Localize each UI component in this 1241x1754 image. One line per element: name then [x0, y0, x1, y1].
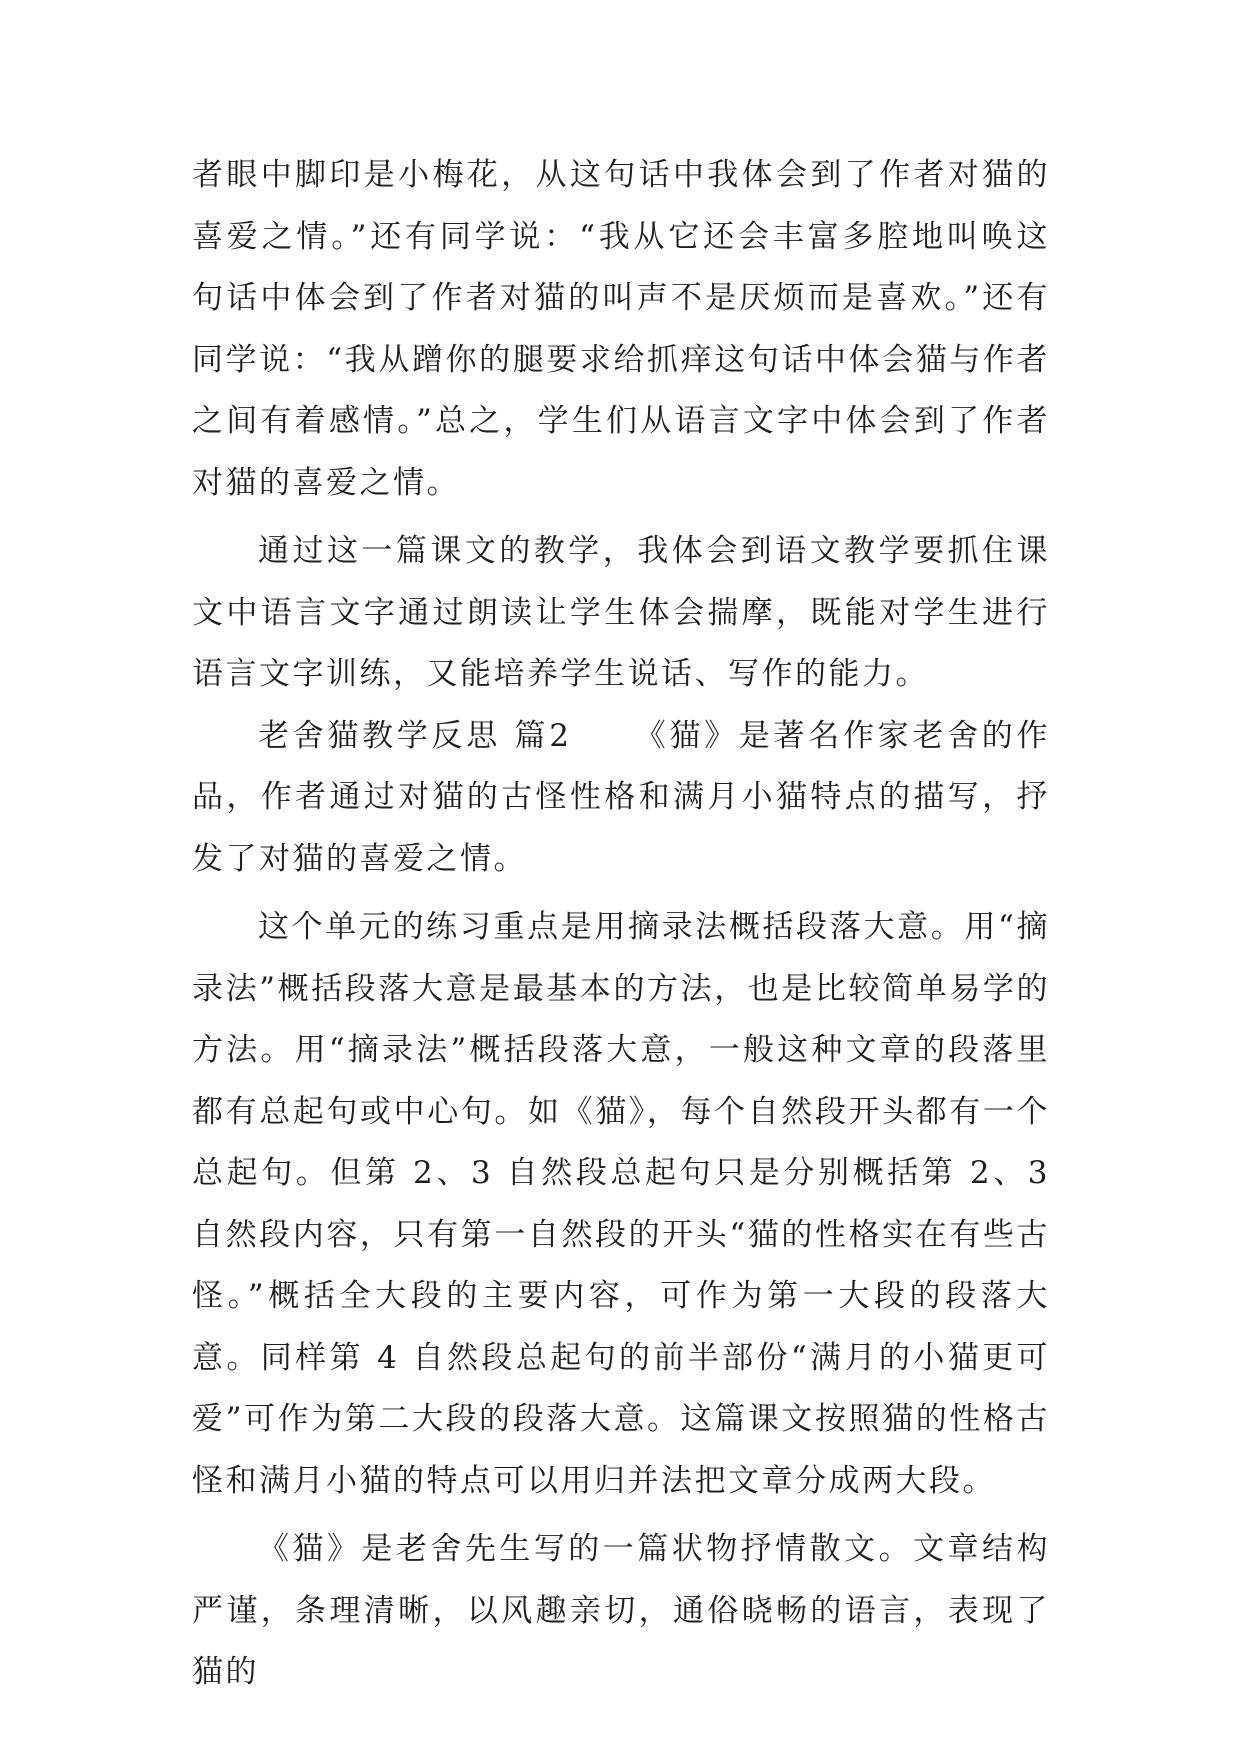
document-body — [192, 145, 1050, 1704]
paragraph-5: 《猫》是老舍先生写的一篇状物抒情散文。文章结构严谨，条理清晰，以风趣亲切，通俗晓畅的语言，表现了猫的 — [192, 1531, 1050, 1690]
paragraph-3-text: 《猫》是著名作家老舍的作品，作者通过对猫的古怪性格和满月小猫特点的描写，抒发了对猫的喜爱之情。 — [192, 717, 1051, 877]
section-heading: 老舍猫教学反思 篇2 — [258, 717, 572, 754]
paragraph-2: 通过这一篇课文的教学，我体会到语文教学要抓住课文中语言文字通过朗读让学生体会揣摩，既能对学生进行语言文字训练，又能培养学生说话、写作的能力。 — [192, 533, 1050, 692]
paragraph-1: 者眼中脚印是小梅花，从这句话中我体会到了作者对猫的喜爱之情。”还有同学说：“我从它还会丰富多腔地叫唤这句话中体会到了作者对猫的叫声不是厌烦而是喜欢。”还有同学说：“我从蹭你的腿要求给抓痒这句话中体会猫与作者之间有着感情。”总之，学生们从语言文字中体会到了作者对猫的喜爱之情。 — [192, 157, 1050, 501]
paragraph-3 — [192, 706, 1050, 891]
paragraph-4: 这个单元的练习重点是用摘录法概括段落大意。用“摘录法”概括段落大意是最基本的方法，也是比较简单易学的方法。用“摘录法”概括段落大意，一般这种文章的段落里都有总起句或中心句。如《猫》，每个自然段开头都有一个总起句。但第 2、3 自然段总起句只是分别概括第 2、3 自然段内容，只有第一自然段的开头“猫的性格实在有些古怪。”概括全大段的主要内容，可作为第一大段的段落大意。同样第 4 自然段总起句的前半部份“满月的小猫更可爱”可作为第二大段的段落大意。这篇课文按照猫的性格古怪和满月小猫的特点可以用归并法把文章分成两大段。 — [192, 909, 1050, 1499]
